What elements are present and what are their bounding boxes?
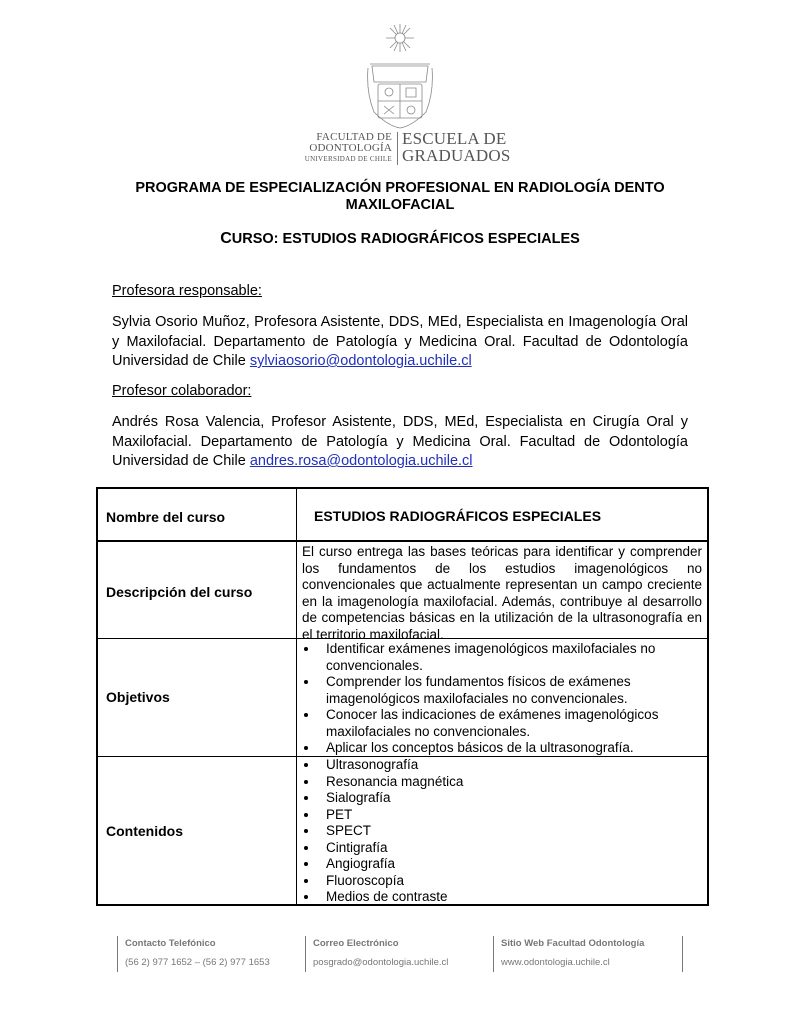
content-item: Ultrasonografía <box>302 757 702 774</box>
table-row-divider <box>98 540 707 542</box>
footer-divider <box>682 936 683 972</box>
contents-label: Contenidos <box>106 823 183 839</box>
colaborador-email-link[interactable]: andres.rosa@odontologia.uchile.cl <box>249 453 473 469</box>
faculty-wordmark <box>292 132 392 165</box>
objective-item: Comprender los fundamentos físicos de exámenes imagenológicos maxilofaciales no convencionales. <box>302 674 702 707</box>
school-line-1: ESCUELA DE <box>402 129 507 148</box>
footer-web-title: Sitio Web Facultad Odontología <box>501 938 645 949</box>
university-seal-logo <box>360 22 440 130</box>
footer-email-title: Correo Electrónico <box>313 938 399 949</box>
logo-divider <box>397 132 398 165</box>
course-name-value: ESTUDIOS RADIOGRÁFICOS ESPECIALES <box>314 508 602 524</box>
objectives-label: Objetivos <box>106 689 170 705</box>
objective-item: Identificar exámenes imagenológicos maxilofaciales no convencionales. <box>302 641 702 674</box>
course-title <box>100 230 700 248</box>
program-title-line-2: MAXILOFACIAL <box>345 197 455 213</box>
school-wordmark <box>402 130 532 164</box>
objective-item: Conocer las indicaciones de exámenes imagenológicos maxilofaciales no convencionales. <box>302 707 702 740</box>
content-item: PET <box>302 807 702 824</box>
footer-divider <box>305 936 306 972</box>
footer-email-value[interactable]: posgrado@odontologia.uchile.cl <box>313 957 449 968</box>
course-title-rest: URSO: ESTUDIOS RADIOGRÁFICOS ESPECIALES <box>231 231 580 247</box>
table-column-divider <box>296 489 297 904</box>
school-line-2: GRADUADOS <box>402 146 511 165</box>
footer-web-value[interactable]: www.odontologia.uchile.cl <box>501 957 610 968</box>
content-item: Angiografía <box>302 856 702 873</box>
footer-phone-title: Contacto Telefónico <box>125 938 216 949</box>
profesora-label: Profesora responsable: <box>112 283 262 299</box>
program-title-line-1: PROGRAMA DE ESPECIALIZACIÓN PROFESIONAL EN RADIOLOGÍA DENTO <box>135 180 665 196</box>
content-item: Cintigrafía <box>302 840 702 857</box>
content-item: Medios de contraste <box>302 889 702 906</box>
profesora-email-link[interactable]: sylviaosorio@odontologia.uchile.cl <box>249 353 472 369</box>
footer-divider <box>117 936 118 972</box>
objective-item: Aplicar los conceptos básicos de la ultrasonografía. <box>302 740 702 757</box>
faculty-line-1: FACULTAD DE <box>316 131 392 143</box>
objectives-list <box>302 641 702 757</box>
content-item: SPECT <box>302 823 702 840</box>
colaborador-label: Profesor colaborador: <box>112 383 252 399</box>
content-item: Fluoroscopía <box>302 873 702 890</box>
faculty-line-3: UNIVERSIDAD DE CHILE <box>304 155 392 163</box>
profesora-paragraph <box>112 313 688 372</box>
colaborador-paragraph <box>112 413 688 472</box>
program-title <box>100 180 700 214</box>
course-title-initial: C <box>220 230 232 247</box>
course-name-label: Nombre del curso <box>106 509 226 525</box>
footer-phone-value: (56 2) 977 1652 – (56 2) 977 1653 <box>125 957 270 968</box>
course-description-label: Descripción del curso <box>106 584 253 600</box>
content-item: Sialografía <box>302 790 702 807</box>
footer-divider <box>493 936 494 972</box>
course-description-value: El curso entrega las bases teóricas para identificar y comprender los fundamentos de los estudios imagenológicos no convencionales que actualmente representan un campo creciente en la imagenología maxilofacial. Además, contribuye al desarrollo de competencias básicas en la utilización de la ultrasonografía en el territorio maxilofacial. <box>302 544 702 642</box>
course-table <box>96 487 709 906</box>
content-item: Resonancia magnética <box>302 774 702 791</box>
faculty-line-2: ODONTOLOGÍA <box>309 142 392 154</box>
contents-list <box>302 757 702 906</box>
colaborador-text: Andrés Rosa Valencia, Profesor Asistente, DDS, MEd, Especialista en Cirugía Oral y Maxilofacial. Departamento de Patología y Medicina Oral. Facultad de Odontología Universidad de Chile <box>112 414 688 469</box>
profesora-text: Sylvia Osorio Muñoz, Profesora Asistente, DDS, MEd, Especialista en Imagenología Oral y Maxilofacial. Departamento de Patología y Medicina Oral. Facultad de Odontología Universidad de Chile <box>112 314 688 369</box>
